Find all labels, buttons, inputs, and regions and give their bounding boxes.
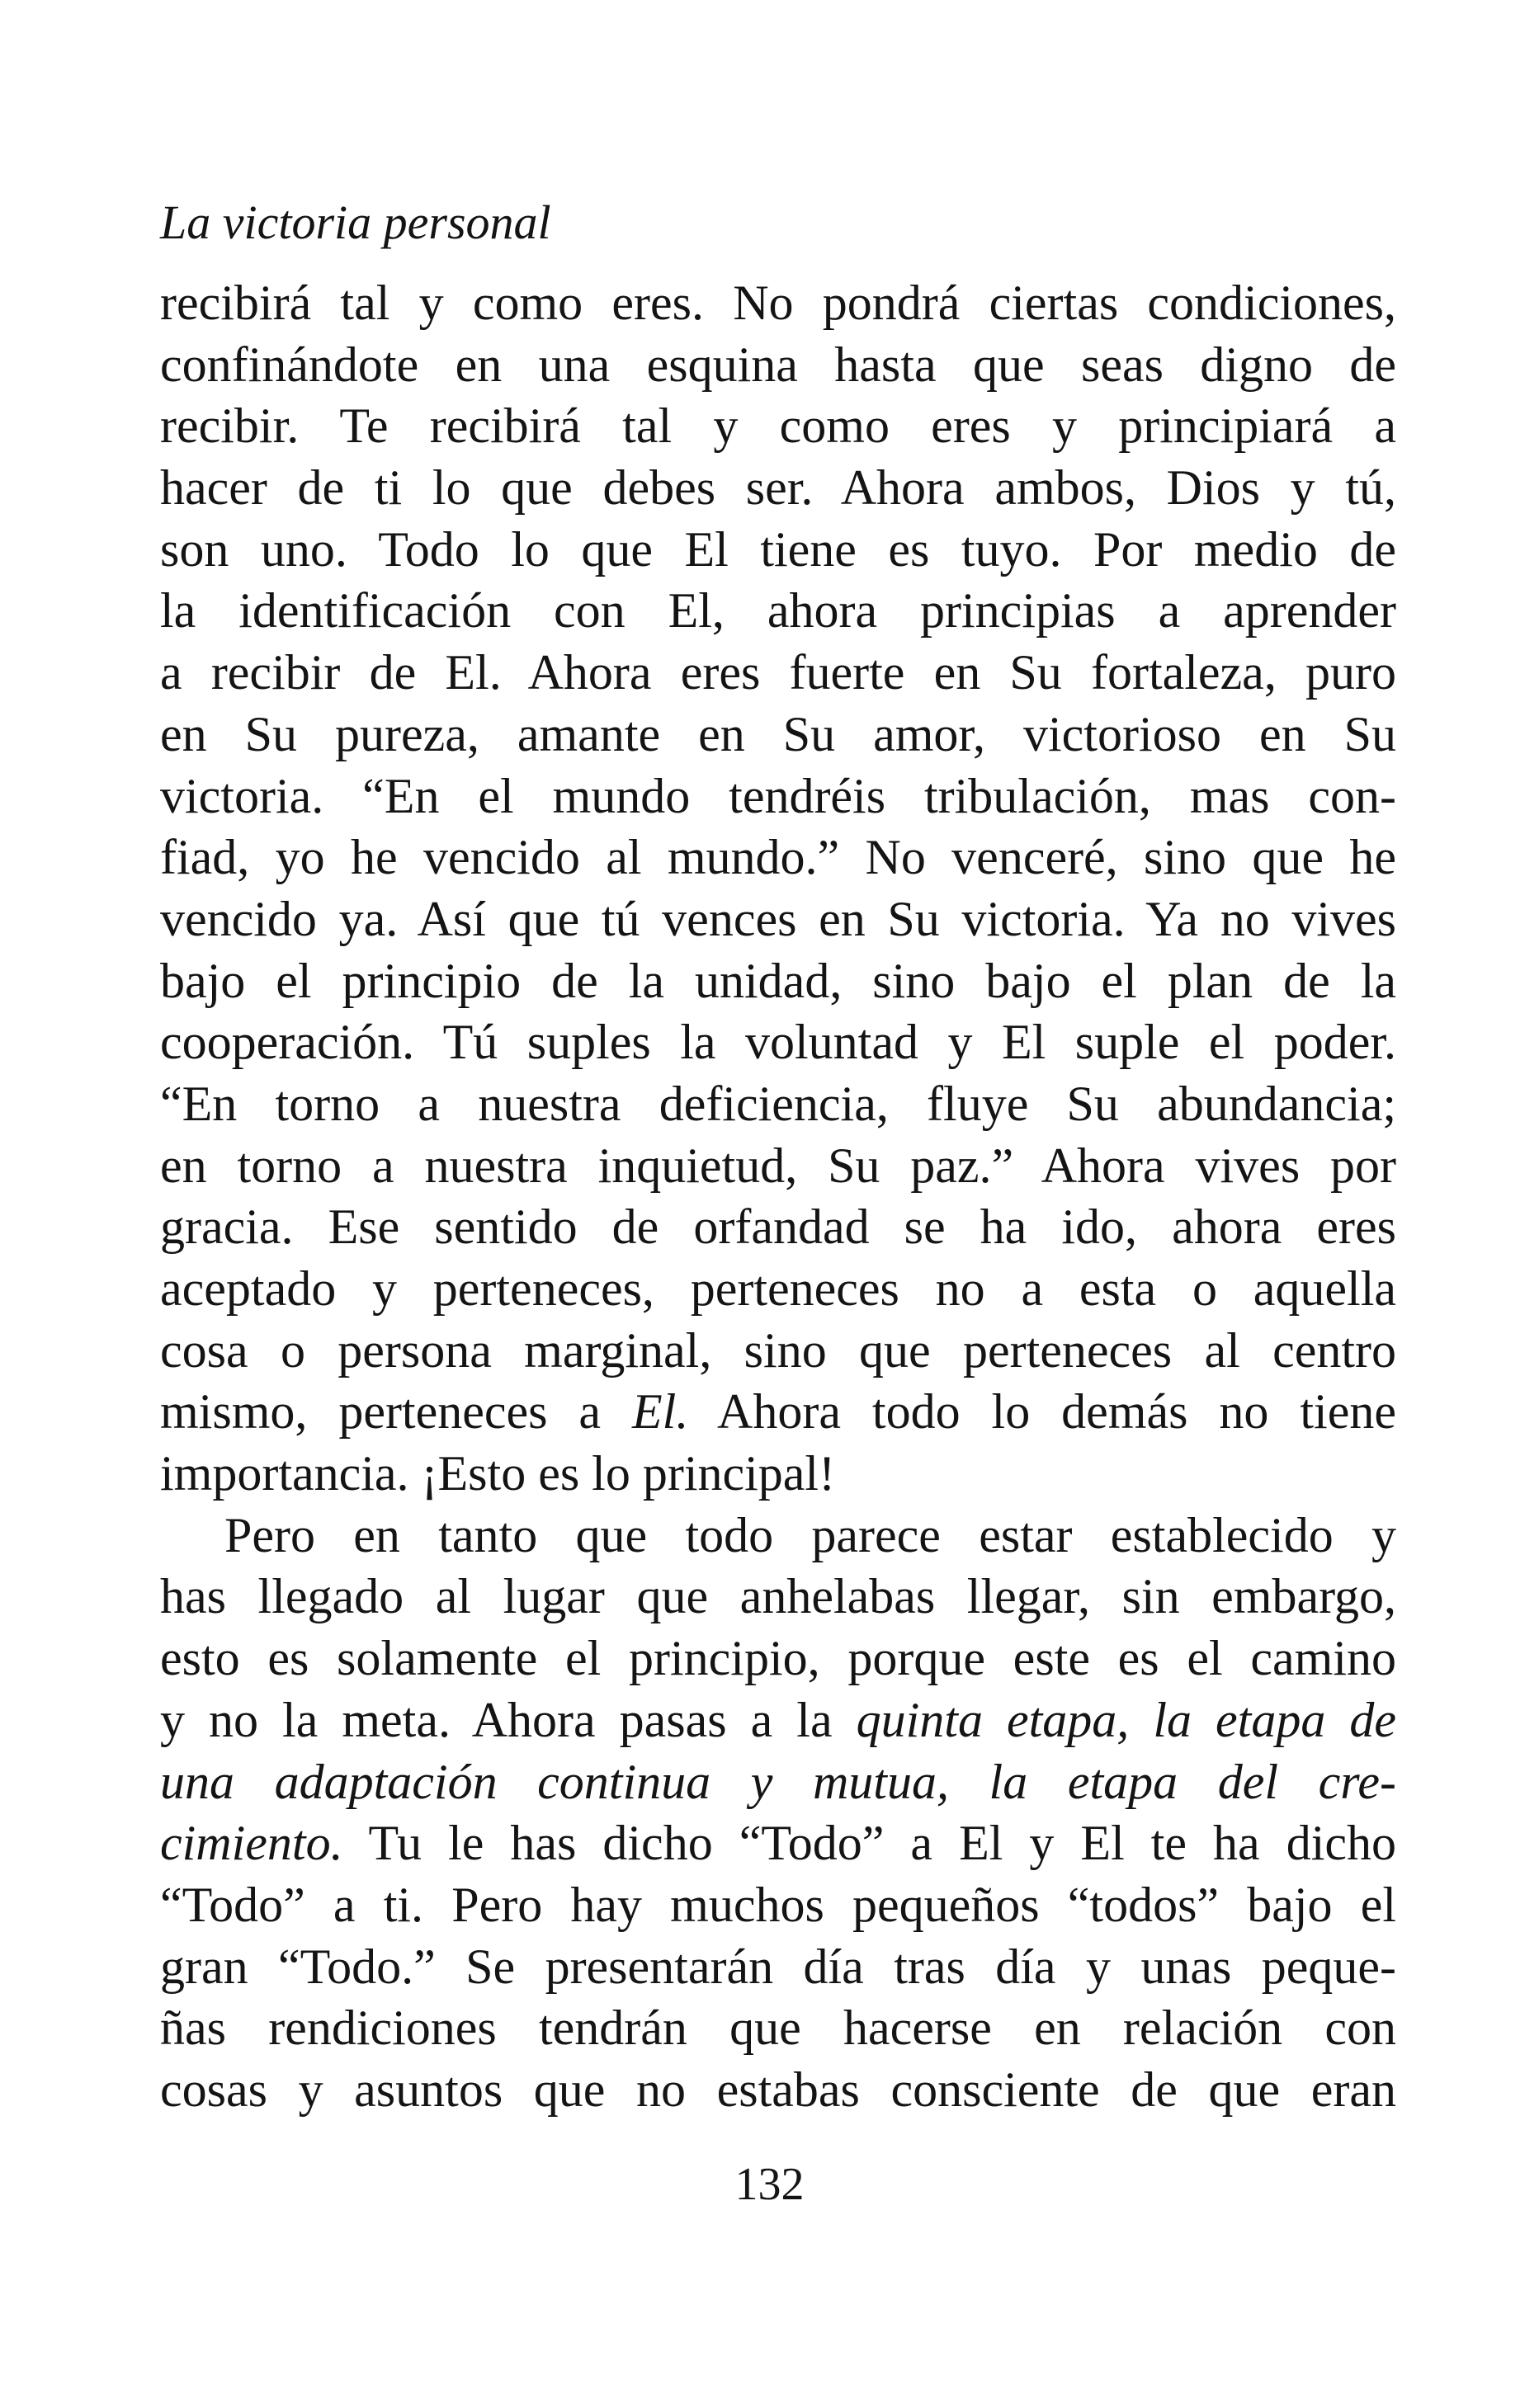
text-line [160,1443,1396,1505]
text-line [160,1320,1396,1382]
text-line [160,827,1396,888]
text-line [160,950,1396,1012]
text-segment: bajo el principio de la unidad, sino bajo el plan de la [160,953,1396,1008]
text-line [160,1135,1396,1197]
text-line [160,1196,1396,1258]
text-segment: a recibir de El. Ahora eres fuerte en Su fortaleza, puro [160,645,1396,700]
text-line [160,704,1396,766]
text-segment: Tu le has dicho “Todo” a El y El te ha dicho [342,1816,1396,1871]
text-segment: aceptado y perteneces, perteneces no a esta o aquella [160,1261,1396,1316]
text-line [160,1258,1396,1320]
text-line [160,457,1396,519]
text-segment: mismo, perteneces a [160,1384,633,1440]
text-line [160,1997,1396,2059]
text-segment: la identificación con El, ahora principias a aprender [160,583,1396,639]
text-line [160,1689,1396,1751]
text-line [160,642,1396,704]
text-segment: Ahora todo lo demás no tiene [688,1384,1396,1440]
text-line [160,1812,1396,1874]
text-segment: cooperación. Tú suples la voluntad y El suple el poder. [160,1015,1396,1070]
text-segment: son uno. Todo lo que El tiene es tuyo. Por medio de [160,521,1396,577]
text-line [160,334,1396,396]
text-segment: Pero en tanto que todo parece estar establecido y [224,1507,1396,1562]
text-line [160,580,1396,642]
text-line [160,272,1396,334]
text-segment: “Todo” a ti. Pero hay muchos pequeños “todos” bajo el [160,1877,1396,1932]
text-line [160,2059,1396,2121]
text-segment: en Su pureza, amante en Su amor, victorioso en Su [160,706,1396,761]
page-number: 132 [734,2159,805,2210]
text-line [160,1505,1396,1567]
italic-text-segment: El. [632,1384,689,1440]
text-line [160,1011,1396,1073]
text-line [160,1566,1396,1628]
text-line [160,395,1396,457]
text-line [160,1751,1396,1813]
text-segment: confinándote en una esquina hasta que seas digno de [160,337,1396,392]
text-segment: hacer de ti lo que debes ser. Ahora ambos, Dios y tú, [160,460,1396,516]
running-head: La victoria personal [160,196,551,249]
body-text [160,272,1396,2121]
text-line [160,1381,1396,1443]
text-line [160,1874,1396,1936]
text-segment: recibirá tal y como eres. No pondrá ciertas condiciones, [160,276,1396,330]
text-line [160,1628,1396,1689]
text-segment: gran “Todo.” Se presentarán día tras día y unas peque- [160,1939,1396,1994]
text-segment: y no la meta. Ahora pasas a la [160,1692,857,1747]
text-line [160,888,1396,950]
text-segment: “En torno a nuestra deficiencia, fluye Su abundancia; [160,1076,1396,1131]
text-segment: en torno a nuestra inquietud, Su paz.” Ahora vives por [160,1138,1396,1193]
text-segment: cosa o persona marginal, sino que perteneces al centro [160,1322,1396,1378]
text-segment: cosas y asuntos que no estabas consciente de que eran [160,2062,1396,2117]
text-line [160,1936,1396,1998]
text-line [160,766,1396,827]
text-segment: vencido ya. Así que tú vences en Su victoria. Ya no vives [160,891,1396,946]
text-segment: gracia. Ese sentido de orfandad se ha ido, ahora eres [160,1199,1396,1255]
italic-text-segment: cimiento. [160,1816,343,1871]
text-segment: esto es solamente el principio, porque este es el camino [160,1631,1396,1686]
italic-text-segment: una adaptación continua y mutua, la etapa del cre- [160,1754,1396,1809]
text-segment: ñas rendiciones tendrán que hacerse en relación con [160,2000,1396,2056]
text-segment: fiad, yo he vencido al mundo.” No venceré, sino que he [160,830,1396,885]
text-segment: importancia. ¡Esto es lo principal! [160,1446,836,1501]
text-segment: recibir. Te recibirá tal y como eres y principiará a [160,398,1396,454]
text-line [160,1073,1396,1135]
text-segment: victoria. “En el mundo tendréis tribulación, mas con- [160,768,1396,823]
text-segment: has llegado al lugar que anhelabas llegar, sin embargo, [160,1569,1396,1624]
italic-text-segment: quinta etapa, la etapa de [856,1692,1396,1747]
text-line [160,519,1396,581]
